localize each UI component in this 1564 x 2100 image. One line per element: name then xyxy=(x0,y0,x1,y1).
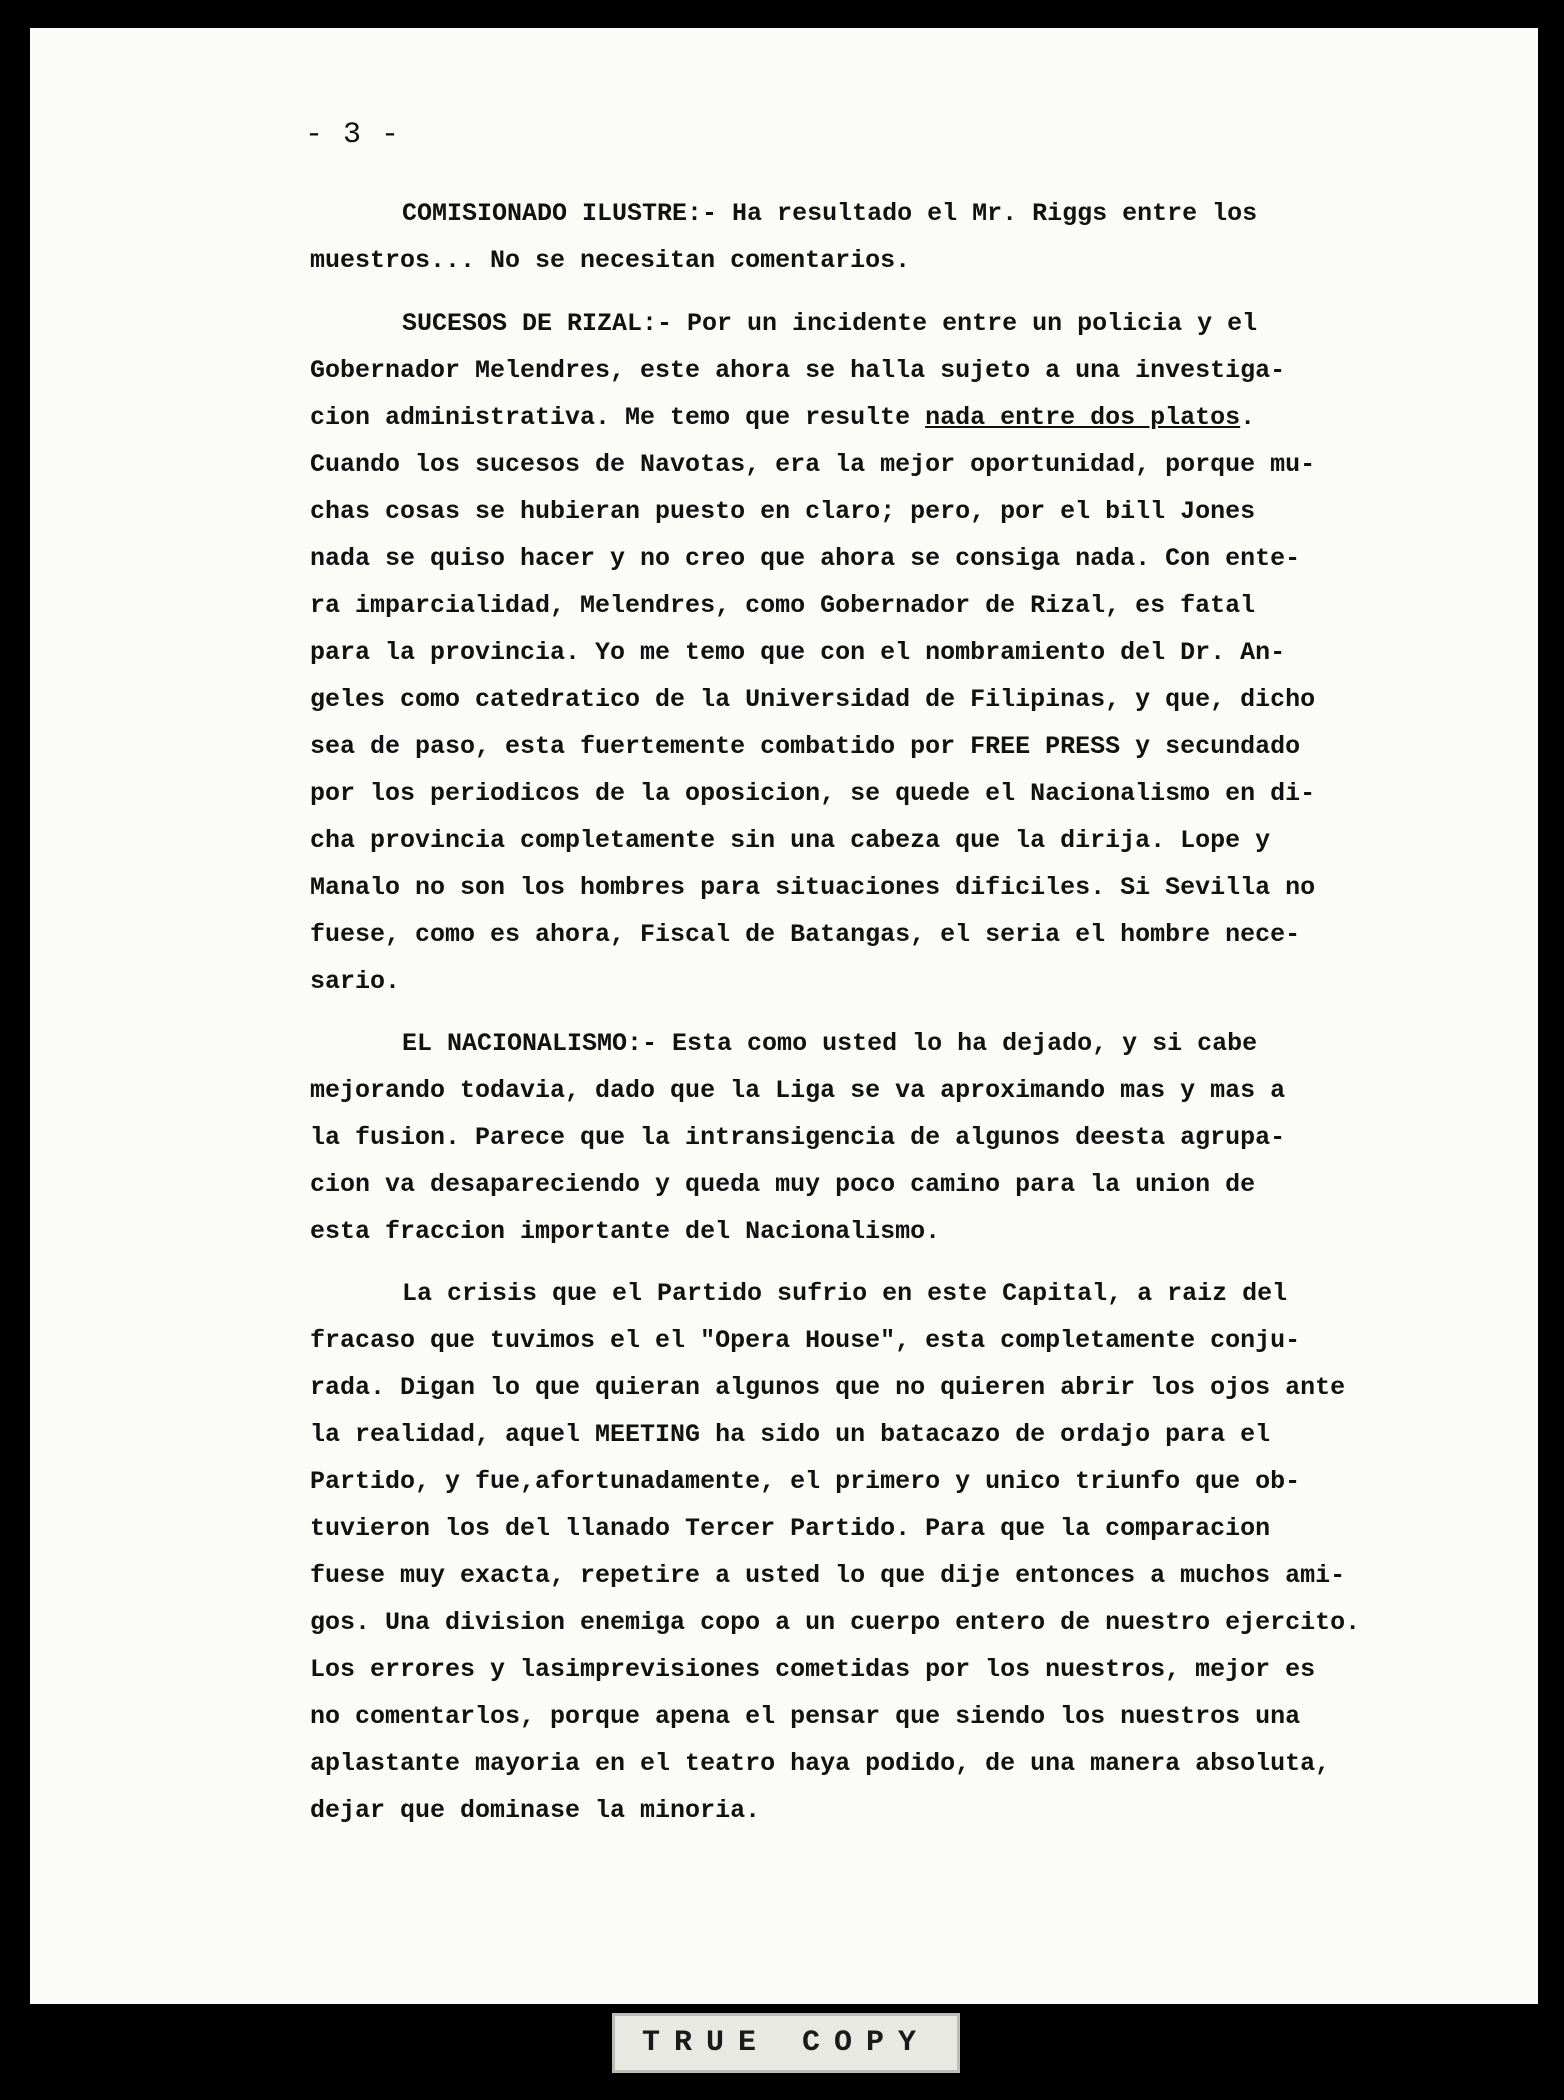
paragraph-comisionado-text: COMISIONADO ILUSTRE:- Ha resultado el Mr. Riggs entre los muestros... No se necesitan comentarios. xyxy=(310,199,1258,275)
paragraph-nacionalismo xyxy=(310,1020,1460,1255)
paragraph-comisionado xyxy=(310,190,1460,284)
paragraph-sucesos-de-rizal xyxy=(310,300,1460,1005)
paragraph-nacionalismo-text: EL NACIONALISMO:- Esta como usted lo ha dejado, y si cabe mejorando todavia, dado que la Liga se va aproximando mas y mas a la fusion. Parece que la intransigencia de algunos deesta agrupa- cion va desapareciendo y queda muy poco camino para la union de esta fraccion importante del Nacionalismo. xyxy=(310,1029,1286,1246)
paragraph-crisis-text: La crisis que el Partido sufrio en este Capital, a raiz del fracaso que tuvimos el el "Opera House", esta completamente conju- rada. Digan lo que quieran algunos que no quieren abrir los ojos ante la realidad, aquel MEETING ha sido un batacazo de ordajo para el Partido, y fue,afortunadamente, el primero y unico triunfo que ob- tuvieron los del llanado Tercer Partido. Para que la comparacion fuese muy exacta, repetire a usted lo que dije entonces a muchos ami- gos. Una division enemiga copo a un cuerpo entero de nuestro ejercito. Los errores y lasimprevisiones cometidas por los nuestros, mejor es no comentarlos, porque apena el pensar que siendo los nuestros una aplastante mayoria en el teatro haya podido, de una manera absoluta, dejar que dominase la minoria. xyxy=(310,1279,1361,1825)
paragraph-crisis xyxy=(310,1270,1460,1834)
stamp-label: TRUE COPY xyxy=(641,2026,931,2060)
paragraph-sucesos-text-a: SUCESOS DE RIZAL:- Por un incidente entre un policia y el Gobernador Melendres, este ahora se halla sujeto a una investiga- cion administrativa. Me temo que resulte xyxy=(310,309,1286,432)
page-number: - 3 - xyxy=(305,118,401,152)
underlined-phrase: nada entre dos platos xyxy=(925,403,1241,432)
true-copy-stamp xyxy=(612,2013,960,2073)
paragraph-sucesos-text-b: . Cuando los sucesos de Navotas, era la mejor oportunidad, porque mu- chas cosas se hubieran puesto en claro; pero, por el bill Jones nada se quiso hacer y no creo que ahora se consiga nada. Con ente- ra imparcialidad, Melendres, como Gobernador de Rizal, es fatal para la provincia. Yo me temo que con el nombramiento del Dr. An- geles como catedratico de la Universidad de Filipinas, y que, dicho sea de paso, esta fuertemente combatido por FREE PRESS y secundado por los periodicos de la oposicion, se quede el Nacionalismo en di- cha provincia completamente sin una cabeza que la dirija. Lope y Manalo no son los hombres para situaciones dificiles. Si Sevilla no fuese, como es ahora, Fiscal de Batangas, el seria el hombre nece- sario. xyxy=(310,403,1316,996)
